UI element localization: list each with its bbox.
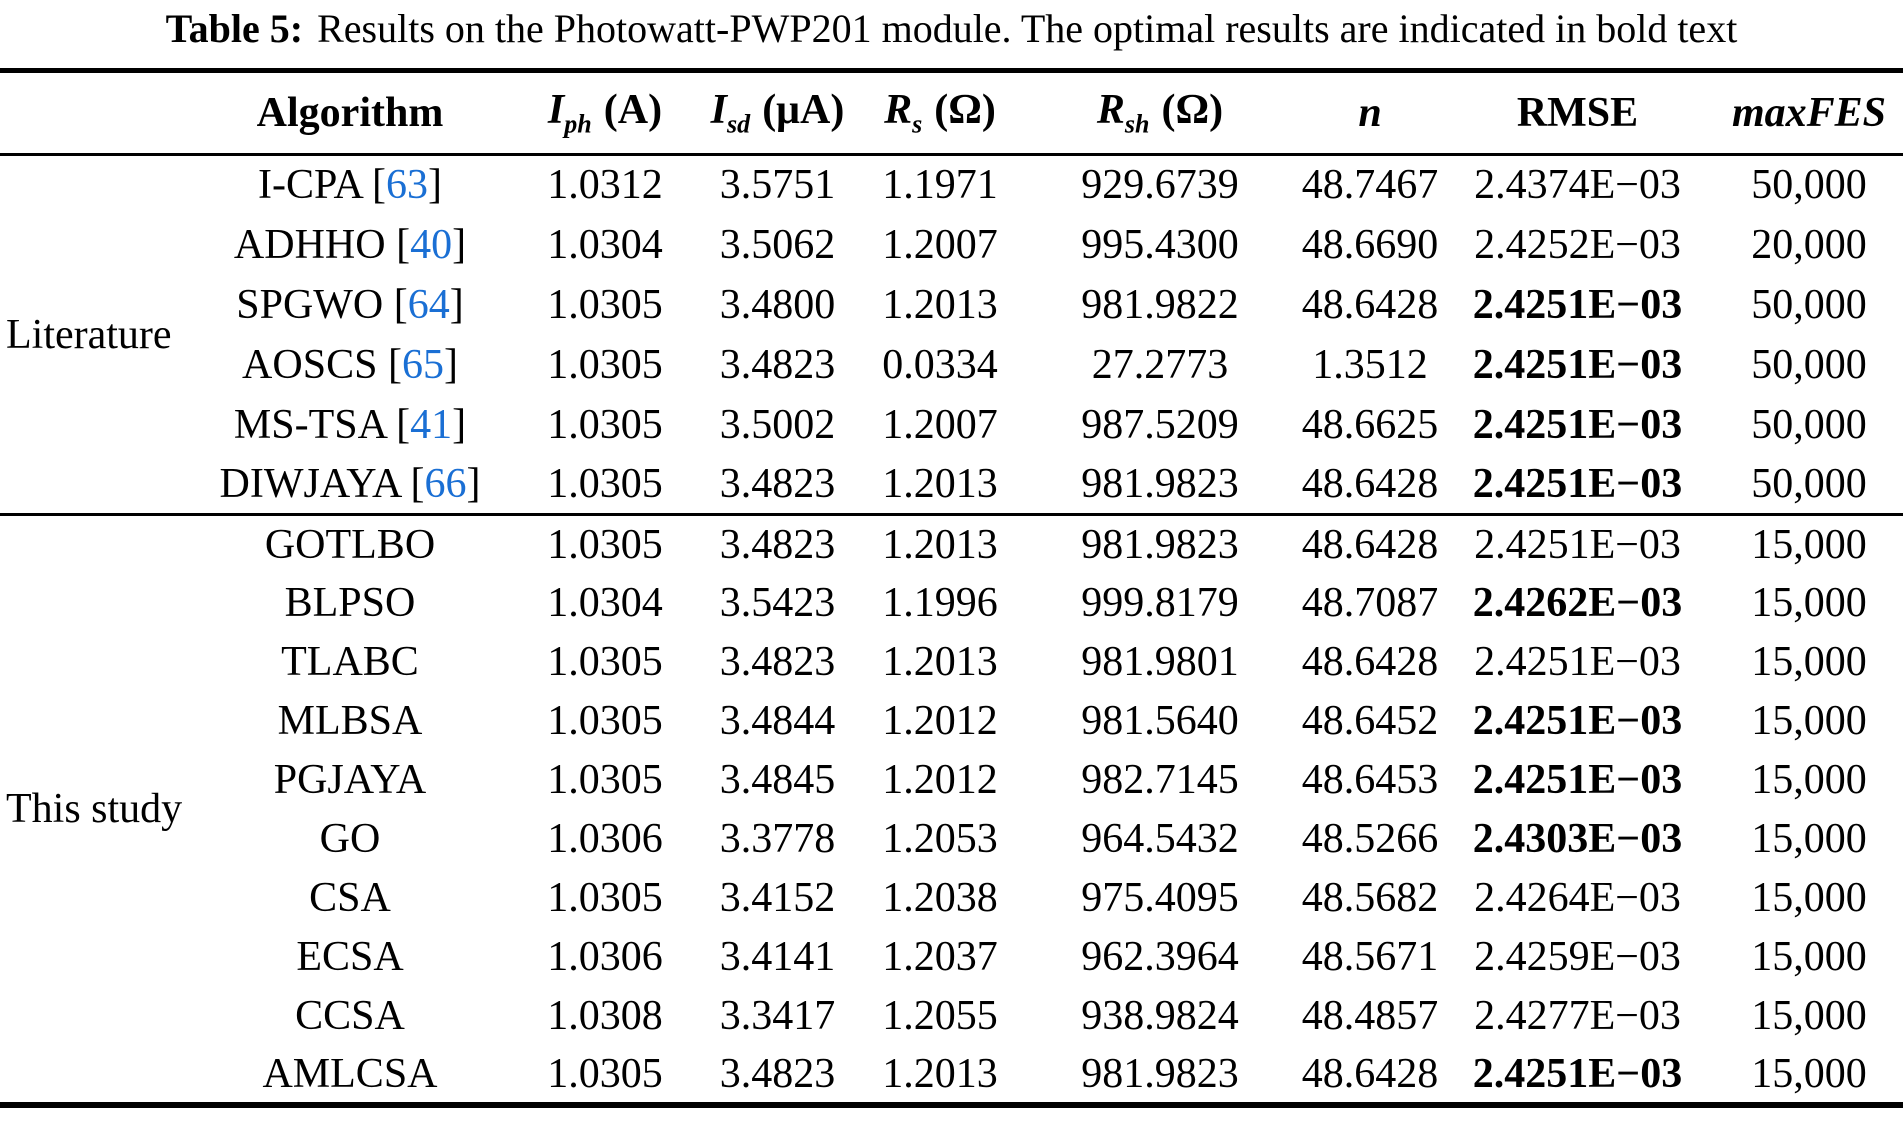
- cell-rs: 1.2038: [882, 875, 998, 921]
- cell-algorithm: AOSCS [65]: [242, 341, 458, 388]
- cell-rs: 1.1971: [882, 162, 998, 209]
- cell-isd: 3.4823: [719, 639, 836, 685]
- cell-isd: 3.4823: [719, 521, 836, 568]
- header-iph-symbol: I: [547, 87, 565, 134]
- cell-algorithm: [185, 692, 515, 751]
- citation-link[interactable]: 40: [410, 221, 453, 268]
- cell-rsh: 981.9823: [1081, 460, 1239, 507]
- algorithm-name: BLPSO: [284, 580, 416, 626]
- citation-link[interactable]: 41: [410, 401, 453, 448]
- cell-n: 48.6428: [1301, 460, 1439, 507]
- cell-rmse: 2.4251E−03: [1472, 698, 1683, 744]
- header-rsh-unit: (Ω): [1161, 87, 1224, 134]
- header-n-symbol: n: [1358, 90, 1382, 136]
- header-isd-unit: (μA): [762, 87, 845, 134]
- cell-algorithm: [185, 515, 515, 574]
- cell-isd: 3.4152: [719, 875, 836, 921]
- cell-n: 48.6690: [1301, 221, 1439, 268]
- table-row: [0, 395, 1903, 455]
- cell-iph: 1.0312: [547, 162, 663, 209]
- cell-n: 48.6428: [1301, 639, 1439, 685]
- group-label-this-study: This study: [6, 785, 183, 832]
- cell-maxfes: 20,000: [1751, 221, 1867, 268]
- cell-rsh: 981.9801: [1081, 639, 1239, 685]
- algorithm-name: CCSA: [295, 993, 405, 1039]
- cell-rs: 1.2055: [882, 993, 998, 1039]
- header-rsh-subscript: sh: [1124, 109, 1150, 139]
- cell-n: 48.5671: [1301, 934, 1439, 980]
- cell-rs: 0.0334: [882, 341, 998, 388]
- cell-algorithm: [185, 987, 515, 1046]
- cell-rmse: 2.4251E−03: [1472, 460, 1683, 507]
- cell-iph: 1.0305: [547, 698, 663, 744]
- group-label-literature: Literature: [6, 311, 172, 358]
- header-isd-symbol: I: [710, 87, 728, 134]
- cell-maxfes: 15,000: [1751, 639, 1867, 685]
- cell-isd: 3.5423: [719, 580, 836, 626]
- col-header-maxfes: [1715, 71, 1903, 155]
- cell-isd: 3.4845: [719, 757, 836, 803]
- cell-isd: 3.5002: [719, 401, 836, 448]
- table-row: [0, 515, 1903, 574]
- cell-n: 48.7087: [1301, 580, 1439, 626]
- cell-algorithm: ADHHO [40]: [233, 221, 467, 268]
- cell-isd: 3.4823: [719, 460, 836, 507]
- cell-rmse: 2.4251E−03: [1474, 521, 1681, 568]
- algorithm-name: CSA: [309, 875, 391, 921]
- cell-rsh: 999.8179: [1081, 580, 1239, 626]
- cell-maxfes: 50,000: [1751, 341, 1867, 388]
- cell-iph: 1.0305: [547, 757, 663, 803]
- cell-iph: 1.0304: [547, 221, 663, 268]
- algorithm-name: AMLCSA: [262, 1050, 438, 1097]
- cell-rs: 1.2037: [882, 934, 998, 980]
- cell-rsh: 975.4095: [1081, 875, 1239, 921]
- header-rs-subscript: s: [912, 109, 923, 139]
- cell-maxfes: 15,000: [1751, 1050, 1867, 1097]
- cell-n: 48.6428: [1301, 1050, 1439, 1097]
- col-header-rmse: RMSE: [1516, 90, 1639, 136]
- cell-isd: 3.3417: [719, 993, 836, 1039]
- cell-iph: 1.0306: [547, 934, 663, 980]
- caption-label: Table 5:: [165, 6, 304, 51]
- cell-rsh: 981.9822: [1081, 281, 1239, 328]
- cell-iph: 1.0305: [547, 639, 663, 685]
- cell-rmse: 2.4303E−03: [1472, 816, 1683, 862]
- cell-rsh: 929.6739: [1081, 162, 1239, 209]
- cell-isd: 3.5751: [719, 162, 836, 209]
- algorithm-name: MS-TSA: [233, 401, 386, 448]
- cell-rmse: 2.4262E−03: [1472, 580, 1683, 626]
- cell-maxfes: 50,000: [1751, 460, 1867, 507]
- citation-link[interactable]: 63: [386, 162, 428, 209]
- cell-maxfes: 15,000: [1751, 816, 1867, 862]
- cell-isd: 3.4800: [719, 281, 836, 328]
- cell-rmse: 2.4251E−03: [1474, 639, 1681, 685]
- cell-isd: 3.4823: [719, 1050, 836, 1097]
- col-header-iph: [515, 71, 695, 155]
- cell-maxfes: 15,000: [1751, 875, 1867, 921]
- cell-algorithm: [185, 1046, 515, 1105]
- table-row: [0, 335, 1903, 395]
- col-header-isd: [695, 71, 860, 155]
- cell-maxfes: 15,000: [1751, 521, 1867, 568]
- cell-maxfes: 15,000: [1751, 993, 1867, 1039]
- cell-algorithm: [185, 869, 515, 928]
- citation-link[interactable]: 66: [424, 460, 467, 507]
- cell-n: 48.6452: [1301, 698, 1439, 744]
- group-literature: [0, 155, 1903, 515]
- header-rs-unit: (Ω): [934, 87, 996, 134]
- table-caption: [0, 5, 1903, 53]
- cell-algorithm: [185, 810, 515, 869]
- table-row: [0, 1046, 1903, 1105]
- header-rs-symbol: R: [884, 87, 913, 134]
- cell-algorithm: SPGWO [64]: [236, 281, 464, 328]
- cell-rs: 1.2013: [882, 460, 998, 507]
- header-iph-unit: (A): [603, 87, 663, 134]
- table-row: [0, 869, 1903, 928]
- cell-rsh: 27.2773: [1091, 341, 1229, 388]
- results-table: [0, 68, 1903, 1108]
- cell-rs: 1.2013: [882, 1050, 998, 1097]
- cell-algorithm: [185, 574, 515, 633]
- algorithm-name: MLBSA: [277, 698, 423, 744]
- cell-rs: 1.2012: [882, 698, 998, 744]
- table-row: [0, 275, 1903, 335]
- cell-maxfes: 50,000: [1751, 281, 1867, 328]
- cell-iph: 1.0304: [547, 580, 663, 626]
- algorithm-name: DIWJAYA: [219, 460, 400, 507]
- cell-algorithm: DIWJAYA [66]: [219, 460, 481, 507]
- cell-n: 1.3512: [1312, 341, 1428, 388]
- cell-n: 48.6453: [1301, 757, 1439, 803]
- cell-algorithm: [185, 928, 515, 987]
- col-header-rsh: [1020, 71, 1300, 155]
- header-isd-subscript: sd: [727, 109, 751, 139]
- cell-rsh: 995.4300: [1081, 221, 1239, 268]
- header-iph-subscript: ph: [564, 109, 592, 139]
- cell-algorithm: MS-TSA [41]: [233, 401, 467, 448]
- cell-rmse: 2.4251E−03: [1472, 281, 1683, 328]
- cell-iph: 1.0306: [547, 816, 663, 862]
- cell-rs: 1.2013: [882, 281, 998, 328]
- cell-algorithm: I-CPA [63]: [257, 162, 442, 209]
- cell-n: 48.7467: [1301, 162, 1439, 209]
- cell-n: 48.5682: [1301, 875, 1439, 921]
- cell-iph: 1.0305: [547, 401, 663, 448]
- cell-rs: 1.2013: [882, 521, 998, 568]
- cell-rmse: 2.4252E−03: [1474, 221, 1681, 268]
- cell-rsh: 962.3964: [1081, 934, 1239, 980]
- table-row: [0, 692, 1903, 751]
- header-maxfes-symbol: maxFES: [1731, 90, 1887, 136]
- cell-iph: 1.0305: [547, 341, 663, 388]
- cell-iph: 1.0305: [547, 875, 663, 921]
- group-this-study: [0, 515, 1903, 1105]
- cell-rsh: 964.5432: [1081, 816, 1239, 862]
- col-header-group: [0, 71, 185, 155]
- table-row: [0, 574, 1903, 633]
- cell-rsh: 981.5640: [1081, 698, 1239, 744]
- cell-maxfes: 15,000: [1751, 580, 1867, 626]
- cell-n: 48.4857: [1301, 993, 1439, 1039]
- cell-n: 48.6428: [1301, 521, 1439, 568]
- cell-n: 48.6625: [1301, 401, 1439, 448]
- cell-algorithm: [185, 633, 515, 692]
- cell-rmse: 2.4374E−03: [1474, 162, 1681, 209]
- cell-rmse: 2.4251E−03: [1472, 1050, 1683, 1097]
- cell-rs: 1.2012: [882, 757, 998, 803]
- citation-link[interactable]: 64: [407, 281, 450, 328]
- cell-rmse: 2.4264E−03: [1474, 875, 1681, 921]
- table-row: [0, 455, 1903, 515]
- cell-algorithm: [185, 751, 515, 810]
- cell-rs: 1.2007: [882, 401, 998, 448]
- algorithm-name: ADHHO: [233, 221, 386, 268]
- col-header-n: [1300, 71, 1440, 155]
- cell-iph: 1.0305: [547, 281, 663, 328]
- cell-isd: 3.3778: [719, 816, 836, 862]
- cell-rsh: 981.9823: [1081, 521, 1239, 568]
- cell-maxfes: 15,000: [1751, 934, 1867, 980]
- cell-n: 48.5266: [1301, 816, 1439, 862]
- table-row: [0, 751, 1903, 810]
- header-rsh-symbol: R: [1096, 87, 1125, 134]
- col-header-rs: [860, 71, 1020, 155]
- table-row: [0, 987, 1903, 1046]
- table-row: [0, 810, 1903, 869]
- cell-rs: 1.2013: [882, 639, 998, 685]
- cell-isd: 3.4141: [719, 934, 836, 980]
- algorithm-name: GOTLBO: [264, 521, 436, 568]
- table-header: [0, 71, 1903, 155]
- table-row: [0, 215, 1903, 275]
- cell-iph: 1.0308: [547, 993, 663, 1039]
- table-row: [0, 155, 1903, 215]
- cell-rmse: 2.4251E−03: [1472, 401, 1683, 448]
- algorithm-name: PGJAYA: [273, 757, 427, 803]
- algorithm-name: I-CPA: [257, 162, 362, 209]
- cell-n: 48.6428: [1301, 281, 1439, 328]
- cell-rs: 1.2007: [882, 221, 998, 268]
- caption-text: Results on the Photowatt-PWP201 module. The optimal results are indicated in bold text: [317, 6, 1738, 51]
- cell-isd: 3.5062: [719, 221, 836, 268]
- cell-rmse: 2.4259E−03: [1474, 934, 1681, 980]
- cell-iph: 1.0305: [547, 521, 663, 568]
- cell-isd: 3.4823: [719, 341, 836, 388]
- algorithm-name: GO: [319, 816, 381, 862]
- cell-maxfes: 50,000: [1751, 401, 1867, 448]
- algorithm-name: SPGWO: [236, 281, 384, 328]
- algorithm-name: TLABC: [281, 639, 419, 685]
- cell-maxfes: 50,000: [1751, 162, 1867, 209]
- cell-rmse: 2.4251E−03: [1472, 341, 1683, 388]
- cell-iph: 1.0305: [547, 1050, 663, 1097]
- citation-link[interactable]: 65: [401, 341, 444, 388]
- cell-rsh: 938.9824: [1081, 993, 1239, 1039]
- cell-rsh: 982.7145: [1081, 757, 1239, 803]
- table-row: [0, 633, 1903, 692]
- cell-maxfes: 15,000: [1751, 757, 1867, 803]
- header-row: [0, 71, 1903, 155]
- cell-maxfes: 15,000: [1751, 698, 1867, 744]
- cell-rsh: 987.5209: [1081, 401, 1239, 448]
- cell-iph: 1.0305: [547, 460, 663, 507]
- cell-rs: 1.1996: [882, 580, 998, 626]
- cell-isd: 3.4844: [719, 698, 836, 744]
- col-header-algorithm: Algorithm: [256, 90, 444, 136]
- cell-rmse: 2.4277E−03: [1474, 993, 1681, 1039]
- cell-rsh: 981.9823: [1081, 1050, 1239, 1097]
- algorithm-name: ECSA: [296, 934, 404, 980]
- table-row: [0, 928, 1903, 987]
- cell-rmse: 2.4251E−03: [1472, 757, 1683, 803]
- algorithm-name: AOSCS: [242, 341, 378, 388]
- cell-rs: 1.2053: [882, 816, 998, 862]
